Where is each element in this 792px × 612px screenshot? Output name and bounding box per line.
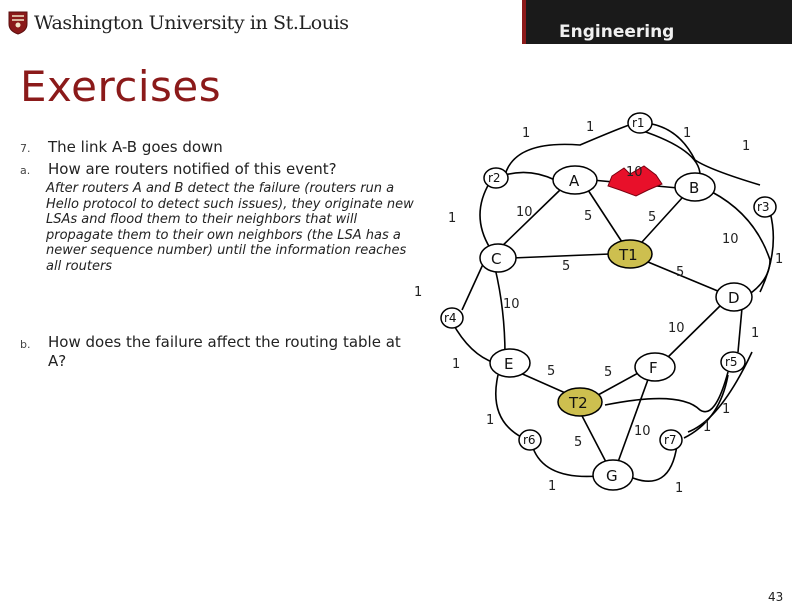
weight-T2-G: 5 (574, 435, 583, 450)
weight-C-r2: 1 (448, 211, 457, 226)
item-text: How are routers notified of this event? (48, 160, 337, 178)
weight-B-T1: 5 (648, 210, 657, 225)
link-T1-D (648, 262, 725, 294)
label-r4: r4 (444, 311, 457, 325)
label-T1: T1 (619, 246, 638, 264)
link-C-r4 (462, 262, 484, 310)
label-r6: r6 (523, 433, 536, 447)
label-C: C (491, 250, 502, 268)
item-text: The link A-B goes down (48, 138, 223, 156)
link-C-A (498, 190, 560, 250)
weight-D-r5: 1 (751, 326, 760, 341)
weight-E-r6: 1 (486, 413, 495, 428)
link-D-r5 (738, 308, 742, 352)
weight-A-C: 10 (516, 205, 533, 220)
link-r6-G (533, 448, 598, 476)
link-E-r6 (496, 375, 523, 438)
link-F-G (618, 374, 650, 462)
weight-r6-G: 1 (548, 479, 557, 494)
link-r2-A (505, 172, 555, 180)
label-B: B (689, 179, 700, 197)
page-number: 43 (768, 590, 784, 604)
label-r3: r3 (757, 200, 770, 214)
answer-paragraph: After routers A and B detect the failure (routers run a Hello protocol to detect such issues), they originate new LSAs and flood them to their neighbors that will propagate them to their own neighbors (the LSA has a newer sequence number) until the information reaches all routers (46, 181, 414, 274)
item-marker: a. (20, 164, 31, 177)
weight-r4-E: 1 (452, 357, 461, 372)
weight-T1-D: 5 (676, 265, 685, 280)
weight-A-T1: 5 (584, 209, 593, 224)
weight-T2-r5: 1 (722, 402, 731, 417)
item-marker: b. (20, 338, 31, 351)
item-marker: 7. (20, 142, 31, 155)
weight-B-r3: 1 (742, 139, 751, 154)
link-E-T2 (518, 372, 570, 395)
weight-r7-G: 1 (675, 481, 684, 496)
weight-r1-top: 1 (586, 120, 595, 135)
weight-F-G: 10 (634, 424, 651, 439)
label-r7: r7 (664, 433, 677, 447)
label-E: E (504, 355, 514, 373)
link-T2-G (580, 412, 606, 462)
label-A: A (569, 172, 580, 190)
school-name: Engineering (559, 22, 675, 42)
weight-B-D: 10 (722, 232, 739, 247)
weight-E-T2: 5 (547, 364, 556, 379)
label-F: F (649, 359, 658, 377)
weight-r2-r1: 1 (522, 126, 531, 141)
university-name: Washington University in St.Louis (34, 12, 349, 34)
label-G: G (606, 467, 618, 485)
weight-F-T2: 5 (604, 365, 613, 380)
weight-r1-B: 1 (683, 126, 692, 141)
item-text: How does the failure affect the routing table at A? (48, 333, 401, 370)
slide-title: Exercises (20, 62, 222, 111)
label-T2: T2 (569, 394, 588, 412)
weight-C-E: 10 (503, 297, 520, 312)
weight-C-T1: 5 (562, 259, 571, 274)
weight-A-B: 10 (626, 165, 643, 180)
label-D: D (728, 289, 740, 307)
weight-C-r4: 1 (414, 285, 423, 300)
label-r1: r1 (632, 116, 645, 130)
weight-D-F: 10 (668, 321, 685, 336)
link-C-T1 (512, 254, 610, 258)
label-r2: r2 (488, 171, 501, 185)
label-r5: r5 (725, 355, 738, 369)
link-A-T1 (588, 190, 622, 242)
weight-r3-D: 1 (775, 252, 784, 267)
link-r2-C (480, 182, 490, 248)
weight-r7-r5: 1 (703, 420, 712, 435)
